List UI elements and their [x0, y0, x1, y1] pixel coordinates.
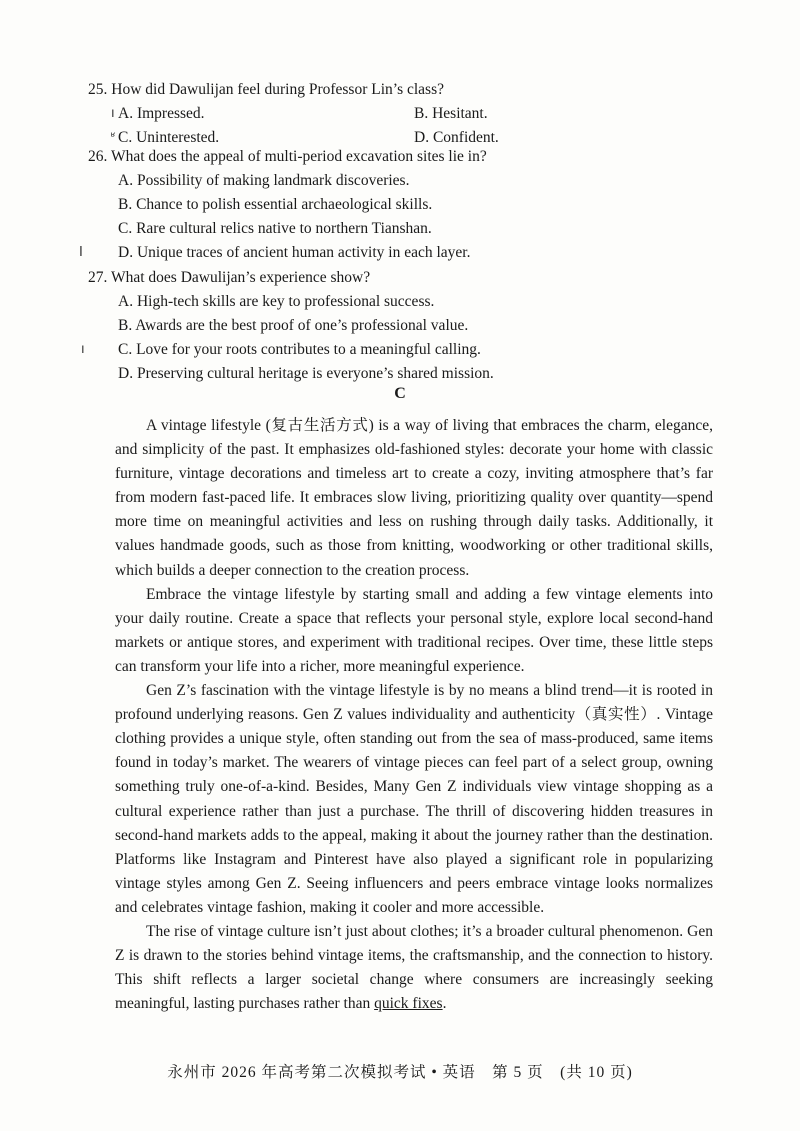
- question-stem: [88, 145, 728, 169]
- question-number: 25.: [88, 81, 108, 98]
- question-number: 27.: [88, 269, 108, 286]
- paragraph-3: Gen Z’s fascination with the vintage lifestyle is by no means a blind trend—it is rooted in profound underlying reasons. Gen Z values individuality and authenticity（真实性）. Vintage clothing provides a unique style, often standing out from the sea of mass-produced, same items found in today’s market. The wearers of vintage pieces can feel part of a select group, owning something truly one-of-a-kind. Besides, Many Gen Z individuals view vintage shopping as a cultural experience rather than just a purchase. The thrill of discovering hidden treasures in second-hand markets adds to the appeal, making it about the journey rather than the destination. Platforms like Instagram and Pinterest have also played a significant role in popularizing vintage styles among Gen Z. Seeing influencers and peers embrace vintage looks normalizes and celebrates vintage fashion, making it cooler and more accessible.: [115, 682, 713, 916]
- question-text: What does Dawulijan’s experience show?: [110, 269, 371, 286]
- paragraph-2: Embrace the vintage lifestyle by starting small and adding a few vintage elements into your daily routine. Create a space that reflects your personal style, explore local second-hand markets or antique stores, and experiment with traditional recipes. Over time, these little steps can transform your life into a richer, more meaningful experience.: [115, 585, 713, 675]
- question-text: What does the appeal of multi-period excavation sites lie in?: [110, 148, 487, 165]
- option-a: A. Possibility of making landmark discoveries.: [118, 172, 410, 189]
- option-b: B. Awards are the best proof of one’s professional value.: [118, 317, 469, 334]
- option-a: A. High-tech skills are key to professional success.: [118, 293, 435, 310]
- option-c: ı C. Love for your roots contributes to a meaningful calling.: [88, 338, 728, 362]
- question-27: [81, 266, 728, 386]
- option-c: ʶ C. Uninterested.: [118, 126, 414, 150]
- section-heading: C: [394, 385, 406, 402]
- pencil-mark: ʶ: [111, 130, 116, 145]
- pencil-mark: ı: [81, 342, 85, 357]
- page-footer: 永州市 2026 年高考第二次模拟考试 • 英语 第 5 页 (共 10 页): [167, 1064, 633, 1081]
- options: [88, 102, 728, 150]
- pencil-mark: ı: [111, 106, 115, 121]
- option-b: B. Hesitant.: [414, 105, 488, 122]
- option-d: D. Preserving cultural heritage is everyone’s shared mission.: [118, 365, 494, 382]
- question-text: How did Dawulijan feel during Professor Lin’s class?: [111, 81, 445, 98]
- option-a: ı A. Impressed.: [118, 102, 414, 126]
- question-number: 26.: [88, 148, 108, 165]
- option-b: B. Chance to polish essential archaeological skills.: [118, 196, 433, 213]
- underlined-phrase: quick fixes: [374, 995, 443, 1013]
- paragraph-4: The rise of vintage culture isn’t just about clothes; it’s a broader cultural phenomenon. Gen Z is drawn to the stories behind vintage items, the craftsmanship, and the connection to history. This shift reflects a larger societal change where consumers are increasingly seeking meaningful, lasting purchases rather than quick fixes.: [115, 922, 713, 1013]
- paragraph-1: A vintage lifestyle (复古生活方式) is a way of living that embraces the charm, elegance, and simplicity of the past. It emphasizes old-fashioned styles: decorate your home with classic furniture, vintage decorations and timeless art to create a cozy, inviting atmosphere that’s far from modern fast-paced life. It embraces slow living, prioritizing quality over quantity—spend more time on meaningful activities and less on rushing through daily tasks. Additionally, it values handmade goods, such as those from knitting, woodworking or other traditional skills, which builds a deeper connection to the creation process.: [115, 417, 713, 579]
- option-c: C. Rare cultural relics native to northern Tianshan.: [118, 220, 432, 237]
- pencil-mark: I: [79, 245, 83, 260]
- option-d: I D. Unique traces of ancient human activity in each layer.: [88, 241, 728, 265]
- question-26: [79, 145, 728, 265]
- question-stem: [88, 266, 728, 290]
- question-25: [88, 78, 728, 150]
- option-d: D. Confident.: [414, 129, 499, 146]
- reading-passage: [115, 414, 713, 1016]
- question-stem: [88, 78, 728, 102]
